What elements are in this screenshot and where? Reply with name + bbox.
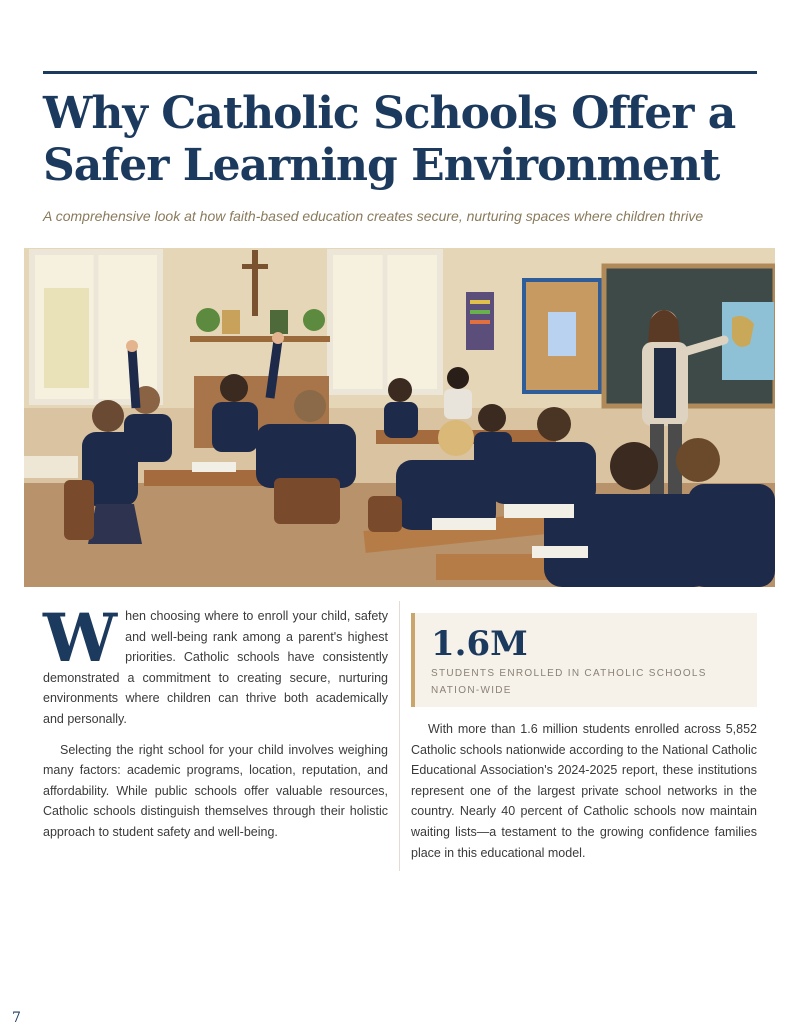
drop-cap: W bbox=[43, 599, 118, 677]
body-column-left bbox=[43, 599, 388, 853]
title-line-1: Why Catholic Schools Offer a bbox=[43, 88, 736, 139]
intro-paragraph bbox=[43, 599, 388, 730]
stat-value: 1.6M bbox=[431, 624, 528, 664]
classroom-photo bbox=[24, 248, 775, 587]
stat-label: STUDENTS ENROLLED IN CATHOLIC SCHOOLS NATION-WIDE bbox=[431, 668, 707, 696]
title-line-2: Safer Learning Environment bbox=[43, 140, 720, 191]
header-rule bbox=[43, 71, 757, 74]
page-number: 7 bbox=[12, 1010, 21, 1026]
article-title bbox=[43, 88, 763, 192]
article-subtitle: A comprehensive look at how faith-based education creates secure, nurturing spaces where children thrive bbox=[43, 208, 704, 224]
column-divider bbox=[399, 601, 400, 871]
stat-callout bbox=[411, 613, 757, 707]
intro-text: hen choosing where to enroll your child, safety and well-being rank among a parent's highest priorities. Catholic schools have consistently demonstrated a commitment to creating secure, nurturing environments where children can thrive both academically and personally. bbox=[43, 609, 388, 726]
body-paragraph-2: Selecting the right school for your child involves weighing many factors: academic programs, location, reputation, and affordability. While public schools offer valuable resources, Catholic schools distinguish themselves through their holistic approach to student safety and well-being. bbox=[43, 742, 388, 839]
body-paragraph-3: With more than 1.6 million students enrolled across 5,852 Catholic schools nationwide according to the National Catholic Educational Association's 2024-2025 report, these institutions represent one of the largest private school networks in the country. Nearly 40 percent of Catholic schools now maintain waiting lists—a testament to the growing confidence families place in this educational model. bbox=[411, 722, 757, 860]
